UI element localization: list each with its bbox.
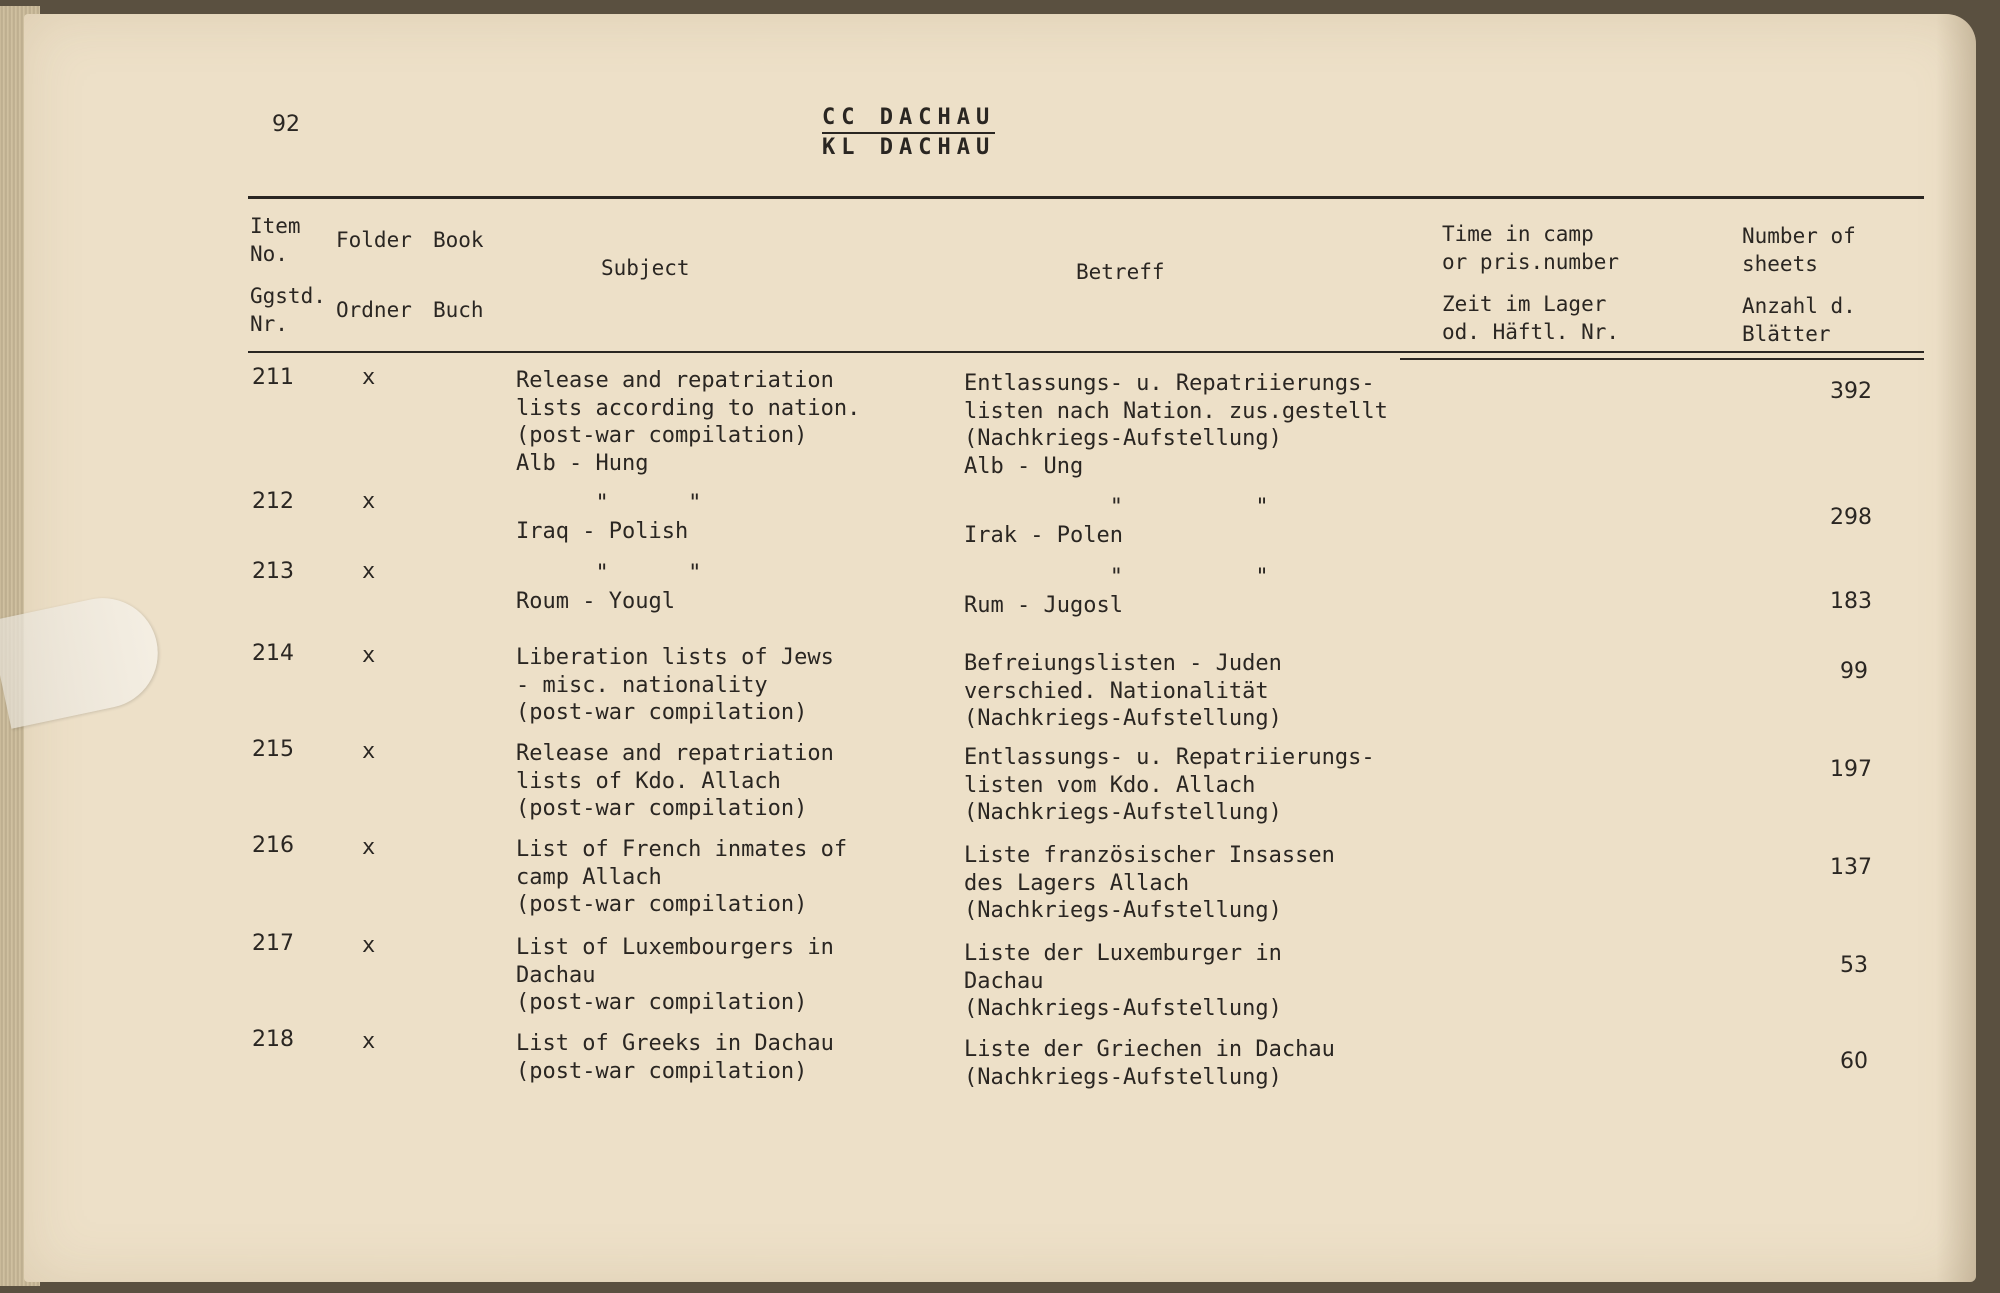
- row-217-subject: List of Luxembourgers in Dachau (post-war compilation): [516, 935, 834, 1015]
- row-216-betreff: Liste französischer Insassen des Lagers Allach (Nachkriegs-Aufstellung): [964, 843, 1335, 923]
- row-215-item: 215: [252, 737, 294, 762]
- row-215-subject: Release and repatriation lists of Kdo. Allach (post-war compilation): [516, 741, 834, 821]
- header-folder-de: Ordner: [336, 298, 412, 322]
- row-214-item: 214: [252, 641, 294, 666]
- row-218-sheets: 60: [1840, 1049, 1868, 1074]
- header-folder-en: Folder: [336, 228, 412, 252]
- header-top-rule: [248, 196, 1924, 199]
- row-216-item: 216: [252, 833, 294, 858]
- header-book-de: Buch: [433, 298, 484, 322]
- title-line-german: KL DACHAU: [822, 135, 996, 160]
- row-216-folder: x: [362, 835, 376, 860]
- row-212-betreff: " " Irak - Polen: [964, 495, 1269, 548]
- row-214-sheets: 99: [1840, 659, 1868, 684]
- page-title: [822, 104, 995, 162]
- header-item-en: Item No.: [250, 214, 301, 266]
- header-bottom-rule: [248, 351, 1924, 353]
- header-subject: Subject: [601, 256, 690, 280]
- row-217-betreff: Liste der Luxemburger in Dachau (Nachkriegs-Aufstellung): [964, 941, 1282, 1021]
- row-218-item: 218: [252, 1027, 294, 1052]
- row-218-betreff: Liste der Griechen in Dachau (Nachkriegs-Aufstellung): [964, 1037, 1335, 1090]
- header-item-de: Ggstd. Nr.: [250, 284, 326, 336]
- row-212-subject: " " Iraq - Polish: [516, 491, 702, 544]
- row-214-folder: x: [362, 643, 376, 668]
- row-211-subject: Release and repatriation lists according to nation. (post-war compilation) Alb - Hung: [516, 368, 861, 476]
- row-211-folder: x: [362, 365, 376, 390]
- row-213-sheets: 183: [1830, 589, 1872, 614]
- header-book-en: Book: [433, 228, 484, 252]
- row-212-item: 212: [252, 489, 294, 514]
- row-217-sheets: 53: [1840, 953, 1868, 978]
- row-215-betreff: Entlassungs- u. Repatriierungs- listen vom Kdo. Allach (Nachkriegs-Aufstellung): [964, 745, 1375, 825]
- header-bottom-rule-2: [1400, 358, 1924, 360]
- row-213-betreff: " " Rum - Jugosl: [964, 565, 1269, 618]
- row-211-item: 211: [252, 365, 294, 390]
- row-217-folder: x: [362, 933, 376, 958]
- row-212-folder: x: [362, 489, 376, 514]
- row-213-item: 213: [252, 559, 294, 584]
- row-214-betreff: Befreiungslisten - Juden verschied. Nationalität (Nachkriegs-Aufstellung): [964, 651, 1282, 731]
- header-betreff: Betreff: [1076, 260, 1165, 284]
- header-time-en: Time in camp or pris.number: [1442, 222, 1620, 274]
- row-216-sheets: 137: [1830, 855, 1872, 880]
- row-216-subject: List of French inmates of camp Allach (post-war compilation): [516, 837, 848, 917]
- row-215-folder: x: [362, 739, 376, 764]
- page-curl-shadow: [1936, 14, 1976, 1282]
- document-page: [24, 14, 1976, 1282]
- row-218-folder: x: [362, 1029, 376, 1054]
- row-214-subject: Liberation lists of Jews - misc. nationality (post-war compilation): [516, 645, 834, 725]
- row-211-betreff: Entlassungs- u. Repatriierungs- listen nach Nation. zus.gestellt (Nachkriegs-Aufstellung) Alb - Ung: [964, 371, 1388, 479]
- header-sheets-de: Anzahl d. Blätter: [1742, 294, 1856, 346]
- row-217-item: 217: [252, 931, 294, 956]
- header-sheets-en: Number of sheets: [1742, 224, 1856, 276]
- row-212-sheets: 298: [1830, 505, 1872, 530]
- row-215-sheets: 197: [1830, 757, 1872, 782]
- row-211-sheets: 392: [1830, 379, 1872, 404]
- row-213-folder: x: [362, 559, 376, 584]
- title-line-english: CC DACHAU: [822, 104, 995, 134]
- header-time-de: Zeit im Lager od. Häftl. Nr.: [1442, 292, 1620, 344]
- row-213-subject: " " Roum - Yougl: [516, 561, 702, 614]
- row-218-subject: List of Greeks in Dachau (post-war compilation): [516, 1031, 834, 1084]
- page-number: 92: [272, 112, 300, 137]
